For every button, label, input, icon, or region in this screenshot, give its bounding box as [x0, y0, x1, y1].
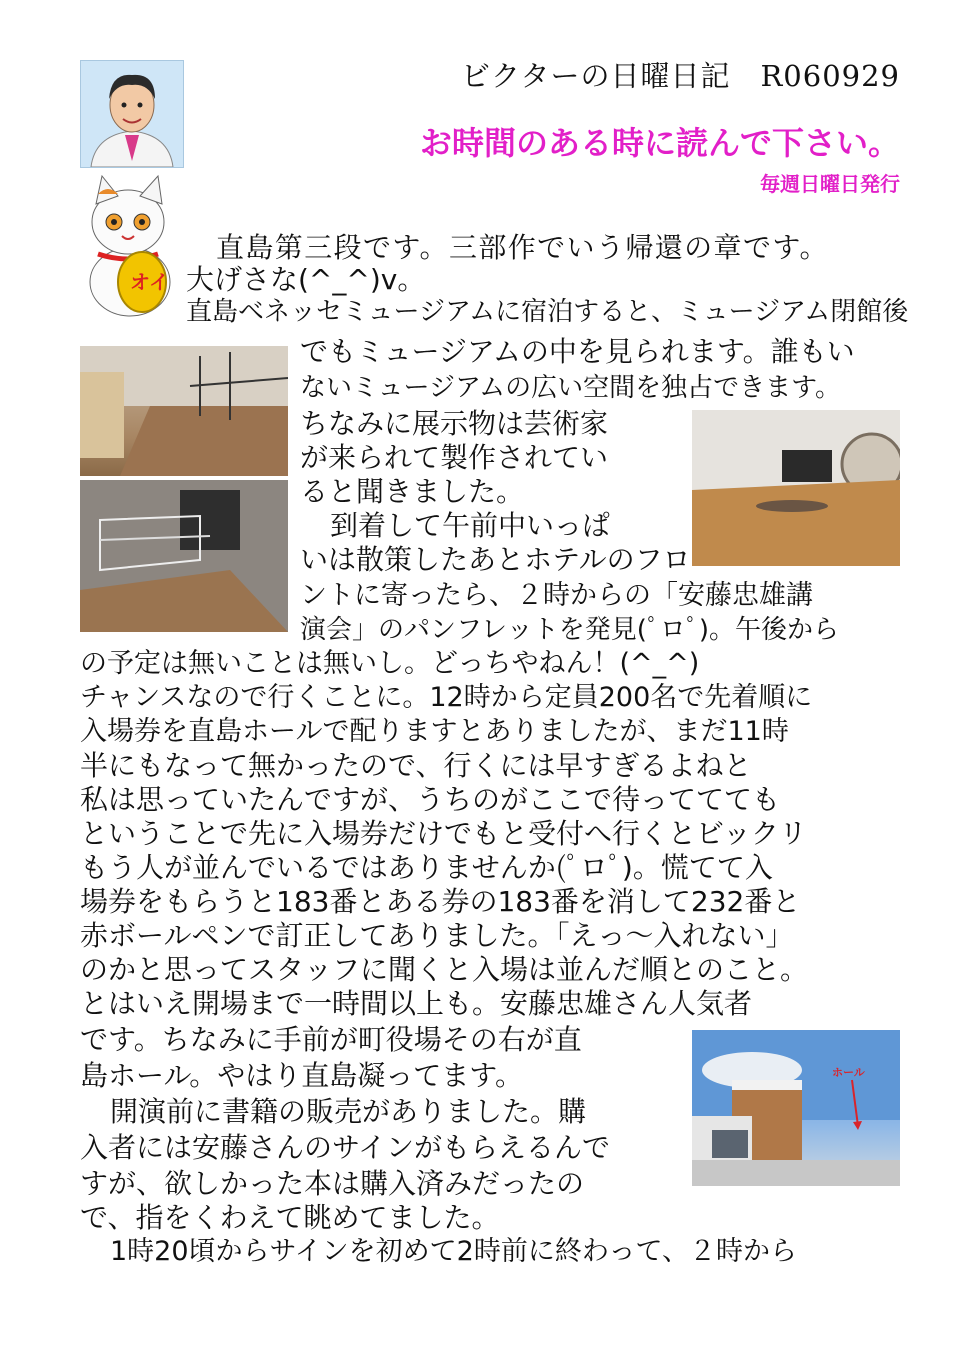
- page-subtitle: お時間のある時に読んで下さい。: [419, 124, 900, 162]
- body-line-2: 大げさな(^_^)v。: [186, 263, 426, 296]
- body-line-17: 私は思っていたんですが、うちのがここで待っててても: [80, 783, 781, 816]
- body-line-6: ちなみに展示物は芸術家: [300, 407, 609, 440]
- hall-label: ホール: [832, 1066, 865, 1079]
- town-hall-photo: [692, 1030, 900, 1186]
- body-line-26: 開演前に書籍の販売がありました。購: [110, 1095, 587, 1128]
- body-line-29: で、指をくわえて眺めてました。: [80, 1201, 500, 1234]
- body-line-1: 直島第三段です。三部作でいう帰還の章です。: [216, 231, 829, 264]
- body-line-15: 入場券を直島ホールで配りますとありましたが、まだ11時: [80, 716, 789, 747]
- body-line-13: の予定は無いことは無いし。どっちやねん！(^_^): [80, 648, 700, 679]
- museum-interior-photo-2: [80, 480, 288, 632]
- museum-hall-photo: [692, 410, 900, 566]
- body-line-12: 演会」のパンフレットを発見(ﾟロﾟ)。午後から: [300, 615, 839, 645]
- body-line-20: 場券をもらうと183番とある券の183番を消して232番と: [80, 885, 801, 918]
- body-line-24: です。ちなみに手前が町役場その右が直: [80, 1023, 582, 1056]
- body-line-30: 1時20頃からサインを初めて2時前に終わって、２時から: [110, 1236, 798, 1267]
- body-line-25: 島ホール。やはり直島凝ってます。: [80, 1059, 523, 1092]
- body-line-4: でもミュージアムの中を見られます。誰もい: [300, 335, 855, 368]
- publication-frequency: 毎週日曜日発行: [760, 172, 900, 196]
- body-line-14: チャンスなので行くことに。12時から定員200名で先着順に: [80, 682, 813, 713]
- body-line-28: すが、欲しかった本は購入済みだったの: [80, 1167, 585, 1200]
- body-line-3: 直島ベネッセミュージアムに宿泊すると、ミュージアム閉館後: [186, 297, 909, 327]
- body-line-8: ると聞きました。: [300, 475, 525, 508]
- body-line-7: が来られて製作されてい: [300, 441, 609, 474]
- body-line-23: とはいえ開場まで一時間以上も。安藤忠雄さん人気者: [80, 987, 753, 1020]
- body-line-22: のかと思ってスタッフに聞くと入場は並んだ順とのこと。: [80, 953, 809, 986]
- body-line-21: 赤ボールペンで訂正してありました。「えっ～入れない」: [80, 919, 794, 952]
- body-line-5: ないミュージアムの広い空間を独占できます。: [300, 373, 842, 403]
- museum-interior-photo-1: [80, 346, 288, 476]
- body-line-9: 到着して午前中いっぱ: [330, 509, 611, 542]
- author-portrait: [80, 60, 184, 168]
- body-line-27: 入者には安藤さんのサインがもらえるんで: [80, 1131, 611, 1164]
- lucky-cat-illustration: [78, 170, 190, 320]
- lucky-cat-sign: オイ: [130, 270, 169, 294]
- body-line-19: もう人が並んでいるではありませんか(ﾟロﾟ)。慌てて入: [80, 851, 773, 884]
- body-line-11: ントに寄ったら、２時からの「安藤忠雄講: [300, 580, 813, 611]
- page-title: ビクターの日曜日記 R060929: [461, 59, 900, 93]
- body-line-18: ということで先に入場券だけでもと受付へ行くとビックリ: [80, 817, 807, 850]
- body-line-10: いは散策したあとホテルのフロ: [300, 543, 691, 576]
- body-line-16: 半にもなって無かったので、行くには早すぎるよねと: [80, 749, 752, 782]
